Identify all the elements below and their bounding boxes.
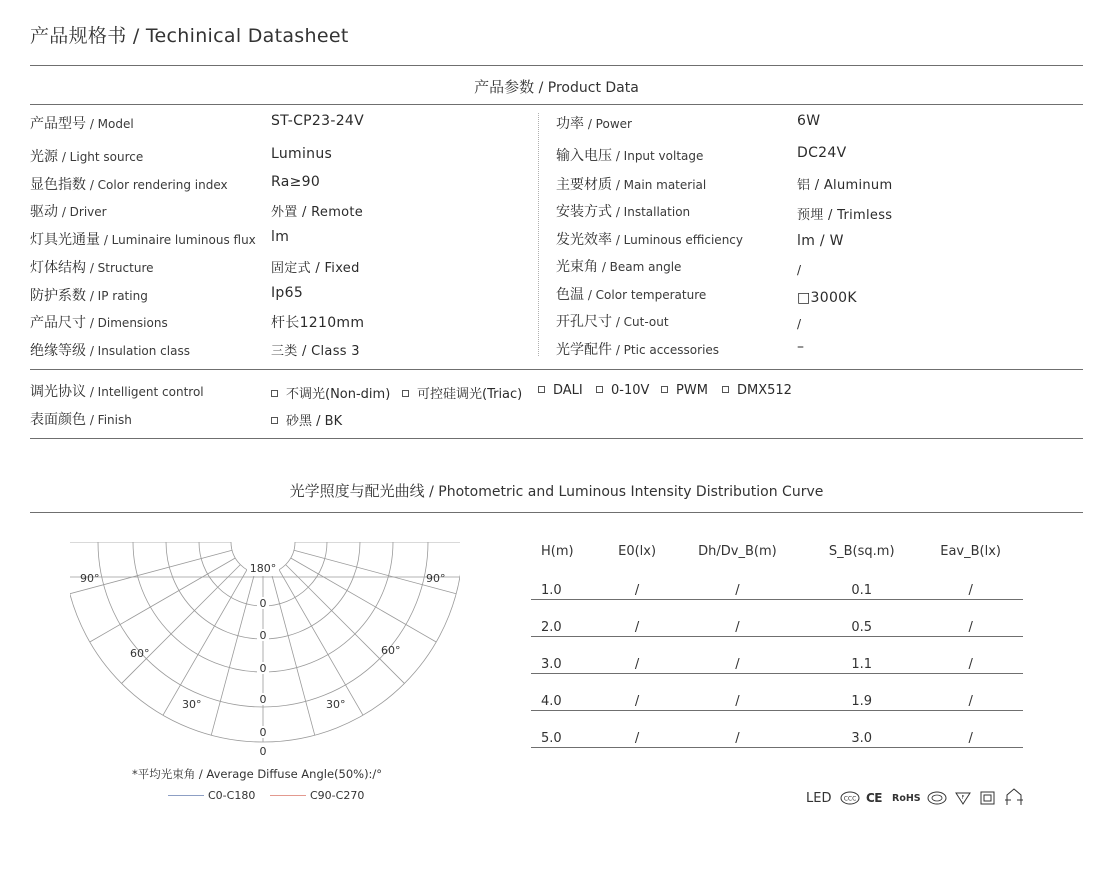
checkbox-icon — [538, 386, 545, 393]
finish-label-zh: 表面颜色 — [30, 412, 86, 428]
divider-specs-bottom — [30, 369, 1083, 370]
table-cell: / — [918, 562, 1023, 599]
polar-radial-label: 0 — [259, 693, 267, 706]
legend-line-c90 — [270, 795, 306, 796]
control-option-triac[interactable]: 可控硅调光(Triac) — [402, 383, 522, 402]
legend-c90-c270: C90-C270 — [270, 789, 364, 802]
ce-mark: CE — [866, 791, 883, 805]
spec-label: 显色指数 / Color rendering index — [30, 177, 228, 193]
finish-label-en: / Finish — [86, 413, 132, 427]
polar-radial-label: 0 — [259, 726, 267, 739]
polar-label-right-30: 30° — [326, 698, 346, 711]
polar-radial-label: 0 — [259, 629, 267, 642]
checkbox-icon — [596, 386, 603, 393]
spec-value: 固定式 / Fixed — [271, 261, 360, 276]
table-cell: / — [670, 673, 805, 710]
polar-spoke — [90, 558, 235, 642]
polar-label-right-60: 60° — [381, 644, 401, 657]
table-cell: 1.1 — [805, 636, 918, 673]
header-h: H(m) — [541, 543, 574, 559]
spec-label: 灯体结构 / Structure — [30, 260, 154, 276]
spec-label: 输入电压 / Input voltage — [556, 148, 704, 164]
table-cell: / — [670, 599, 805, 636]
legend-line-c0 — [168, 795, 204, 796]
spec-value: □3000K — [797, 290, 857, 306]
spec-value: – — [797, 339, 805, 355]
led-mark: LED — [806, 791, 832, 806]
table-cell: / — [604, 562, 669, 599]
spec-value: Ip65 — [271, 285, 304, 301]
table-cell: / — [604, 673, 669, 710]
table-cell: / — [918, 673, 1023, 710]
polar-radial-label: 0 — [259, 597, 267, 610]
photometric-title — [30, 480, 1083, 501]
table-row — [531, 562, 1023, 599]
polar-spoke — [163, 570, 247, 715]
polar-radial-label: 0 — [259, 662, 267, 675]
polar-spoke — [291, 558, 436, 642]
divider-finish-bottom — [30, 438, 1083, 439]
header-s-b: S_B(sq.m) — [828, 543, 895, 559]
divider-photometric-header — [30, 512, 1083, 513]
cqc-icon — [927, 791, 947, 805]
table-cell: / — [918, 710, 1023, 747]
control-label-en: / Intelligent control — [86, 385, 204, 399]
polar-spoke — [211, 573, 254, 735]
spec-label: 灯具光通量 / Luminaire luminous flux — [30, 232, 256, 248]
spec-value: DC24V — [797, 145, 847, 161]
table-cell: 0.1 — [805, 562, 918, 599]
checkbox-icon — [661, 386, 668, 393]
table-cell: 3.0 — [531, 636, 604, 673]
spec-value: 预埋 / Trimless — [797, 208, 893, 223]
table-body — [531, 562, 1023, 747]
table-cell: / — [670, 710, 805, 747]
spec-label: 产品型号 / Model — [30, 116, 134, 132]
spec-value: lm — [271, 229, 290, 245]
document-title: 产品规格书 / Techinical Datasheet — [30, 25, 349, 47]
photometric-title-zh: 光学照度与配光曲线 — [289, 482, 425, 500]
spec-value: / — [797, 263, 802, 277]
average-diffuse-angle-note: *平均光束角 / Average Diffuse Angle(50%):/° — [132, 767, 383, 781]
rohs-mark: RoHS — [892, 793, 921, 804]
spec-label: 功率 / Power — [556, 116, 632, 132]
f-mark-icon — [955, 792, 971, 805]
table-cell: 4.0 — [531, 673, 604, 710]
table-cell: / — [670, 636, 805, 673]
photometric-title-en: / Photometric and Luminous Intensity Distribution Curve — [424, 484, 824, 500]
table-row — [531, 710, 1023, 747]
table-cell: / — [604, 710, 669, 747]
spec-label: 光源 / Light source — [30, 149, 144, 165]
checkbox-icon — [271, 417, 278, 424]
spec-value: Luminus — [271, 146, 333, 162]
spec-value: 6W — [797, 113, 821, 129]
indoor-use-icon — [1004, 788, 1024, 806]
table-cell: 5.0 — [531, 710, 604, 747]
polar-distribution-chart — [70, 535, 460, 760]
svg-text:F: F — [961, 795, 965, 801]
header-e0: E0(lx) — [618, 543, 657, 559]
table-cell: / — [604, 636, 669, 673]
spec-value: ST-CP23-24V — [271, 113, 364, 129]
checkbox-icon — [271, 390, 278, 397]
divider-top — [30, 65, 1083, 66]
spec-label: 绝缘等级 / Insulation class — [30, 343, 190, 359]
legend-c0-c180: C0-C180 — [168, 789, 255, 802]
control-option-0-10v[interactable]: 0-10V — [596, 383, 649, 398]
table-header-row — [531, 540, 1023, 562]
finish-label — [30, 409, 132, 429]
product-data-title — [30, 76, 1083, 97]
spec-value: 三类 / Class 3 — [271, 344, 360, 359]
product-data-title-en: / Product Data — [534, 80, 639, 96]
finish-option-bk[interactable]: 砂黑 / BK — [271, 410, 342, 429]
spec-label: 产品尺寸 / Dimensions — [30, 315, 168, 331]
table-cell: 2.0 — [531, 599, 604, 636]
polar-label-180: 180° — [249, 562, 277, 575]
control-option-non-dim[interactable]: 不调光(Non-dim) — [271, 383, 390, 402]
table-cell: / — [918, 636, 1023, 673]
table-cell: / — [604, 599, 669, 636]
control-label — [30, 381, 204, 401]
polar-label-bottom: 0 — [259, 745, 267, 758]
spec-value: lm / W — [797, 233, 844, 249]
control-option-pwm[interactable]: PWM — [661, 383, 708, 398]
spec-label: 主要材质 / Main material — [556, 177, 707, 193]
polar-label-right-90: 90° — [426, 572, 446, 585]
divider-product-header — [30, 104, 1083, 105]
polar-spoke — [271, 573, 314, 735]
ccc-icon — [840, 791, 860, 805]
spec-label: 防护系数 / IP rating — [30, 288, 148, 304]
polar-label-left-30: 30° — [182, 698, 202, 711]
product-data-title-zh: 产品参数 — [474, 78, 535, 96]
table-cell: / — [670, 562, 805, 599]
table-cell: 1.9 — [805, 673, 918, 710]
polar-label-left-90: 90° — [80, 572, 100, 585]
spec-value: Ra≥90 — [271, 174, 321, 190]
control-option-dmx512[interactable]: DMX512 — [722, 383, 792, 398]
header-eav-b: Eav_B(lx) — [940, 543, 1001, 559]
column-separator — [538, 113, 539, 356]
table-cell: / — [918, 599, 1023, 636]
spec-value: 铝 / Aluminum — [797, 178, 893, 193]
spec-label: 驱动 / Driver — [30, 204, 107, 220]
spec-value: 外置 / Remote — [271, 205, 364, 220]
table-row — [531, 599, 1023, 636]
class-ii-icon — [980, 791, 995, 805]
photometric-table — [531, 540, 1023, 748]
polar-label-left-60: 60° — [130, 647, 150, 660]
polar-spoke — [279, 570, 363, 715]
control-option-dali[interactable]: DALI — [538, 383, 583, 398]
spec-label: 发光效率 / Luminous efficiency — [556, 232, 743, 248]
header-dh-dv: Dh/Dv_B(m) — [698, 543, 777, 559]
spec-value: / — [797, 317, 802, 331]
control-label-zh: 调光协议 — [30, 384, 86, 400]
table-cell: 3.0 — [805, 710, 918, 747]
table-row — [531, 636, 1023, 673]
spec-label: 光学配件 / Ptic accessories — [556, 342, 720, 358]
checkbox-icon — [722, 386, 729, 393]
svg-text:CCC: CCC — [843, 795, 857, 803]
spec-value: 杆长1210mm — [271, 315, 365, 331]
spec-label: 光束角 / Beam angle — [556, 259, 682, 275]
spec-label: 开孔尺寸 / Cut-out — [556, 314, 669, 330]
spec-label: 色温 / Color temperature — [556, 287, 707, 303]
spec-label: 安装方式 / Installation — [556, 204, 691, 220]
table-row — [531, 673, 1023, 710]
table-cell: 0.5 — [805, 599, 918, 636]
checkbox-icon — [402, 390, 409, 397]
table-cell: 1.0 — [531, 562, 604, 599]
